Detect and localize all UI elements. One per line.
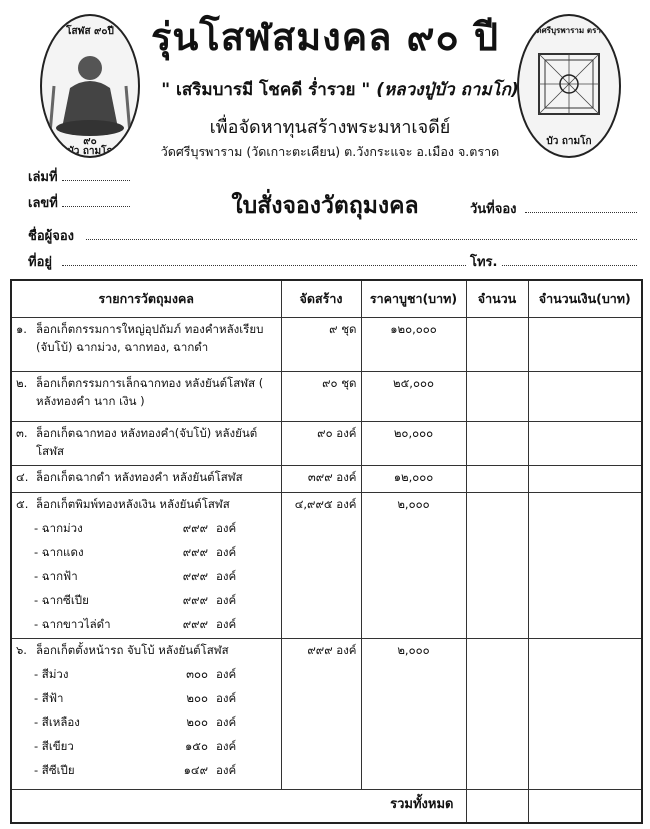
left-amulet-image (40, 14, 140, 158)
total-row (11, 789, 642, 823)
sub-item-qty: ๙๙๙ (182, 616, 208, 631)
page-title: รุ่นโสฬสมงคล ๙๐ ปี (150, 15, 500, 59)
left-amulet-bottom-text: บัว ถามโก (67, 146, 113, 157)
item-produced-unit: องค์ (336, 496, 357, 511)
sub-item (34, 738, 277, 756)
item-produced-unit: องค์ (336, 426, 357, 441)
table-row (11, 639, 642, 790)
item-produced-unit: องค์ (336, 643, 357, 658)
item-produced-unit: ชุด (341, 322, 357, 336)
sub-item-unit: องค์ (216, 739, 237, 754)
sub-item-name: - ฉากซีเปีย (34, 592, 89, 607)
name-field[interactable] (86, 227, 637, 240)
order-quantity-cell[interactable] (466, 318, 528, 372)
sub-item (34, 568, 277, 586)
item-number: ๑. (16, 322, 27, 336)
left-amulet-top-text: โสฬส ๙๐ปี (66, 26, 114, 37)
sub-item (34, 592, 277, 610)
item-price: ๒,๐๐๐ (361, 492, 466, 639)
sub-item-unit: องค์ (216, 691, 237, 706)
item-price: ๒๐,๐๐๐ (361, 422, 466, 465)
item-number: ๓. (16, 426, 28, 441)
date-label: วันที่จอง (470, 202, 517, 217)
sub-item-qty: ๙๙๙ (182, 544, 208, 559)
order-quantity-cell[interactable] (466, 639, 528, 790)
sub-item-unit: องค์ (216, 763, 237, 778)
col-header-price: ราคาบูชา(บาท) (361, 280, 466, 318)
name-label: ชื่อผู้จอง (28, 229, 75, 244)
order-amount-cell[interactable] (528, 422, 642, 465)
item-name: ล็อกเก็ตพิมพ์ทองหลังเงิน หลังยันต์โสฬส (36, 496, 230, 511)
phone-label: โทร. (470, 255, 498, 270)
sub-item-name: - สีเหลือง (34, 715, 80, 730)
temple-address: วัดศรีบุรพาราม (วัดเกาะตะเคียน) ต.วังกระแจะ อ.เมือง จ.ตราด (160, 144, 500, 159)
sub-item (34, 666, 277, 684)
sub-item (34, 690, 277, 708)
order-quantity-cell[interactable] (466, 492, 528, 639)
address-label: ที่อยู่ (28, 255, 52, 270)
total-label: รวมทั้งหมด (11, 789, 466, 823)
item-name: ล็อกเก็ตกรรมการเล็กฉากทอง หลังยันต์โสฬส ( หลังทองคำ นาก เงิน ) (36, 376, 264, 409)
sub-item-unit: องค์ (216, 592, 237, 607)
order-table (10, 279, 643, 824)
item-produced-qty: ๓๙๙ (307, 469, 333, 484)
book-number-field[interactable] (62, 168, 130, 181)
table-header-row (11, 280, 642, 318)
sub-item-name: - สีฟ้า (34, 691, 64, 706)
sub-item-qty: ๑๔๙ (183, 763, 208, 778)
item-produced-unit: องค์ (336, 469, 357, 484)
order-amount-cell[interactable] (528, 318, 642, 372)
item-name: ล็อกเก็ตตั้งหน้ารถ จับโบ้ หลังยันต์โสฬส (36, 643, 229, 658)
total-quantity-cell[interactable] (466, 789, 528, 823)
item-price: ๑๒,๐๐๐ (361, 465, 466, 492)
sub-item-unit: องค์ (216, 667, 237, 682)
sub-item-qty: ๒๐๐ (186, 691, 208, 706)
item-number: ๖. (16, 643, 27, 658)
sub-item-unit: องค์ (216, 616, 237, 631)
sub-item (34, 762, 277, 780)
item-name: ล็อกเก็ตกรรมการใหญ่อุปถัมภ์ ทองคำหลังเรียบ (จับโบ้) ฉากม่วง, ฉากทอง, ฉากดำ (36, 322, 264, 354)
right-amulet-top-text: วัดศรีบุรพาราม ตราด (531, 26, 607, 35)
book-number-label: เล่มที่ (28, 170, 58, 185)
sub-item-name: - ฉากแดง (34, 544, 84, 559)
slogan-main: " เสริมบารมี โชคดี ร่ำรวย " (161, 80, 371, 100)
right-amulet-bottom-text: บัว ถามโก (546, 136, 592, 147)
sub-item (34, 544, 277, 562)
total-amount-cell[interactable] (528, 789, 642, 823)
table-row (11, 318, 642, 372)
sub-item-qty: ๙๙๙ (182, 520, 208, 535)
col-header-quantity: จำนวน (466, 280, 528, 318)
sub-item-name: - สีซีเปีย (34, 763, 75, 778)
order-amount-cell[interactable] (528, 639, 642, 790)
slogan-monk: (หลวงปู่บัว ถามโก) (376, 80, 519, 100)
sub-item-unit: องค์ (216, 544, 237, 559)
col-header-produced: จัดสร้าง (281, 280, 361, 318)
order-amount-cell[interactable] (528, 465, 642, 492)
item-number: ๔. (16, 469, 29, 484)
sub-item-unit: องค์ (216, 715, 237, 730)
item-produced-qty: ๙๙๙ (307, 643, 333, 658)
sub-item-name: - ฉากม่วง (34, 520, 83, 535)
item-price: ๑๒๐,๐๐๐ (361, 318, 466, 372)
item-produced-qty: ๙ (329, 322, 338, 336)
order-quantity-cell[interactable] (466, 372, 528, 422)
item-price: ๒๕,๐๐๐ (361, 372, 466, 422)
sub-item-qty: ๓๐๐ (186, 667, 208, 682)
sub-item (34, 616, 277, 634)
table-row (11, 372, 642, 422)
item-name: ล็อกเก็ตฉากดำ หลังทองคำ หลังยันต์โสฬส (36, 469, 243, 484)
order-amount-cell[interactable] (528, 372, 642, 422)
address-field[interactable] (62, 253, 466, 266)
table-row (11, 465, 642, 492)
order-quantity-cell[interactable] (466, 422, 528, 465)
sub-item-qty: ๙๙๙ (182, 568, 208, 583)
phone-field[interactable] (502, 253, 637, 266)
table-row (11, 422, 642, 465)
item-produced-unit: ชุด (341, 376, 357, 391)
sub-item (34, 520, 277, 538)
col-header-item: รายการวัตถุมงคล (11, 280, 281, 318)
sub-item (34, 714, 277, 732)
col-header-amount: จำนวนเงิน(บาท) (528, 280, 642, 318)
slogan (160, 76, 520, 103)
sub-item-name: - ฉากขาวไล่ดำ (34, 616, 111, 631)
number-label: เลขที่ (28, 196, 58, 211)
left-amulet-mid-text: ๙๐ (83, 136, 97, 147)
table-row (11, 492, 642, 639)
item-price: ๒,๐๐๐ (361, 639, 466, 790)
form-title: ใบสั่งจองวัตถุมงคล (231, 193, 419, 219)
item-number: ๒. (16, 376, 28, 391)
order-quantity-cell[interactable] (466, 465, 528, 492)
sub-item-name: - ฉากฟ้า (34, 568, 78, 583)
sub-item-qty: ๑๕๐ (184, 739, 208, 754)
item-number: ๕. (16, 496, 29, 511)
sub-item-name: - สีม่วง (34, 667, 69, 682)
item-produced-qty: ๔,๙๙๕ (294, 496, 333, 511)
date-field[interactable] (525, 200, 637, 213)
purpose-line: เพื่อจัดหาทุนสร้างพระมหาเจดีย์ (209, 117, 451, 138)
item-produced-qty: ๙๐ (317, 426, 333, 441)
right-amulet-image (517, 14, 621, 158)
sub-item-unit: องค์ (216, 520, 237, 535)
sub-item-name: - สีเขียว (34, 739, 74, 754)
order-amount-cell[interactable] (528, 492, 642, 639)
sub-item-unit: องค์ (216, 568, 237, 583)
sub-item-qty: ๙๙๙ (182, 592, 208, 607)
item-name: ล็อกเก็ตฉากทอง หลังทองคำ(จับโบ้) หลังยันต์โสฬส (36, 426, 258, 459)
sub-item-qty: ๒๐๐ (186, 715, 208, 730)
item-produced-qty: ๙๐ (322, 376, 338, 391)
